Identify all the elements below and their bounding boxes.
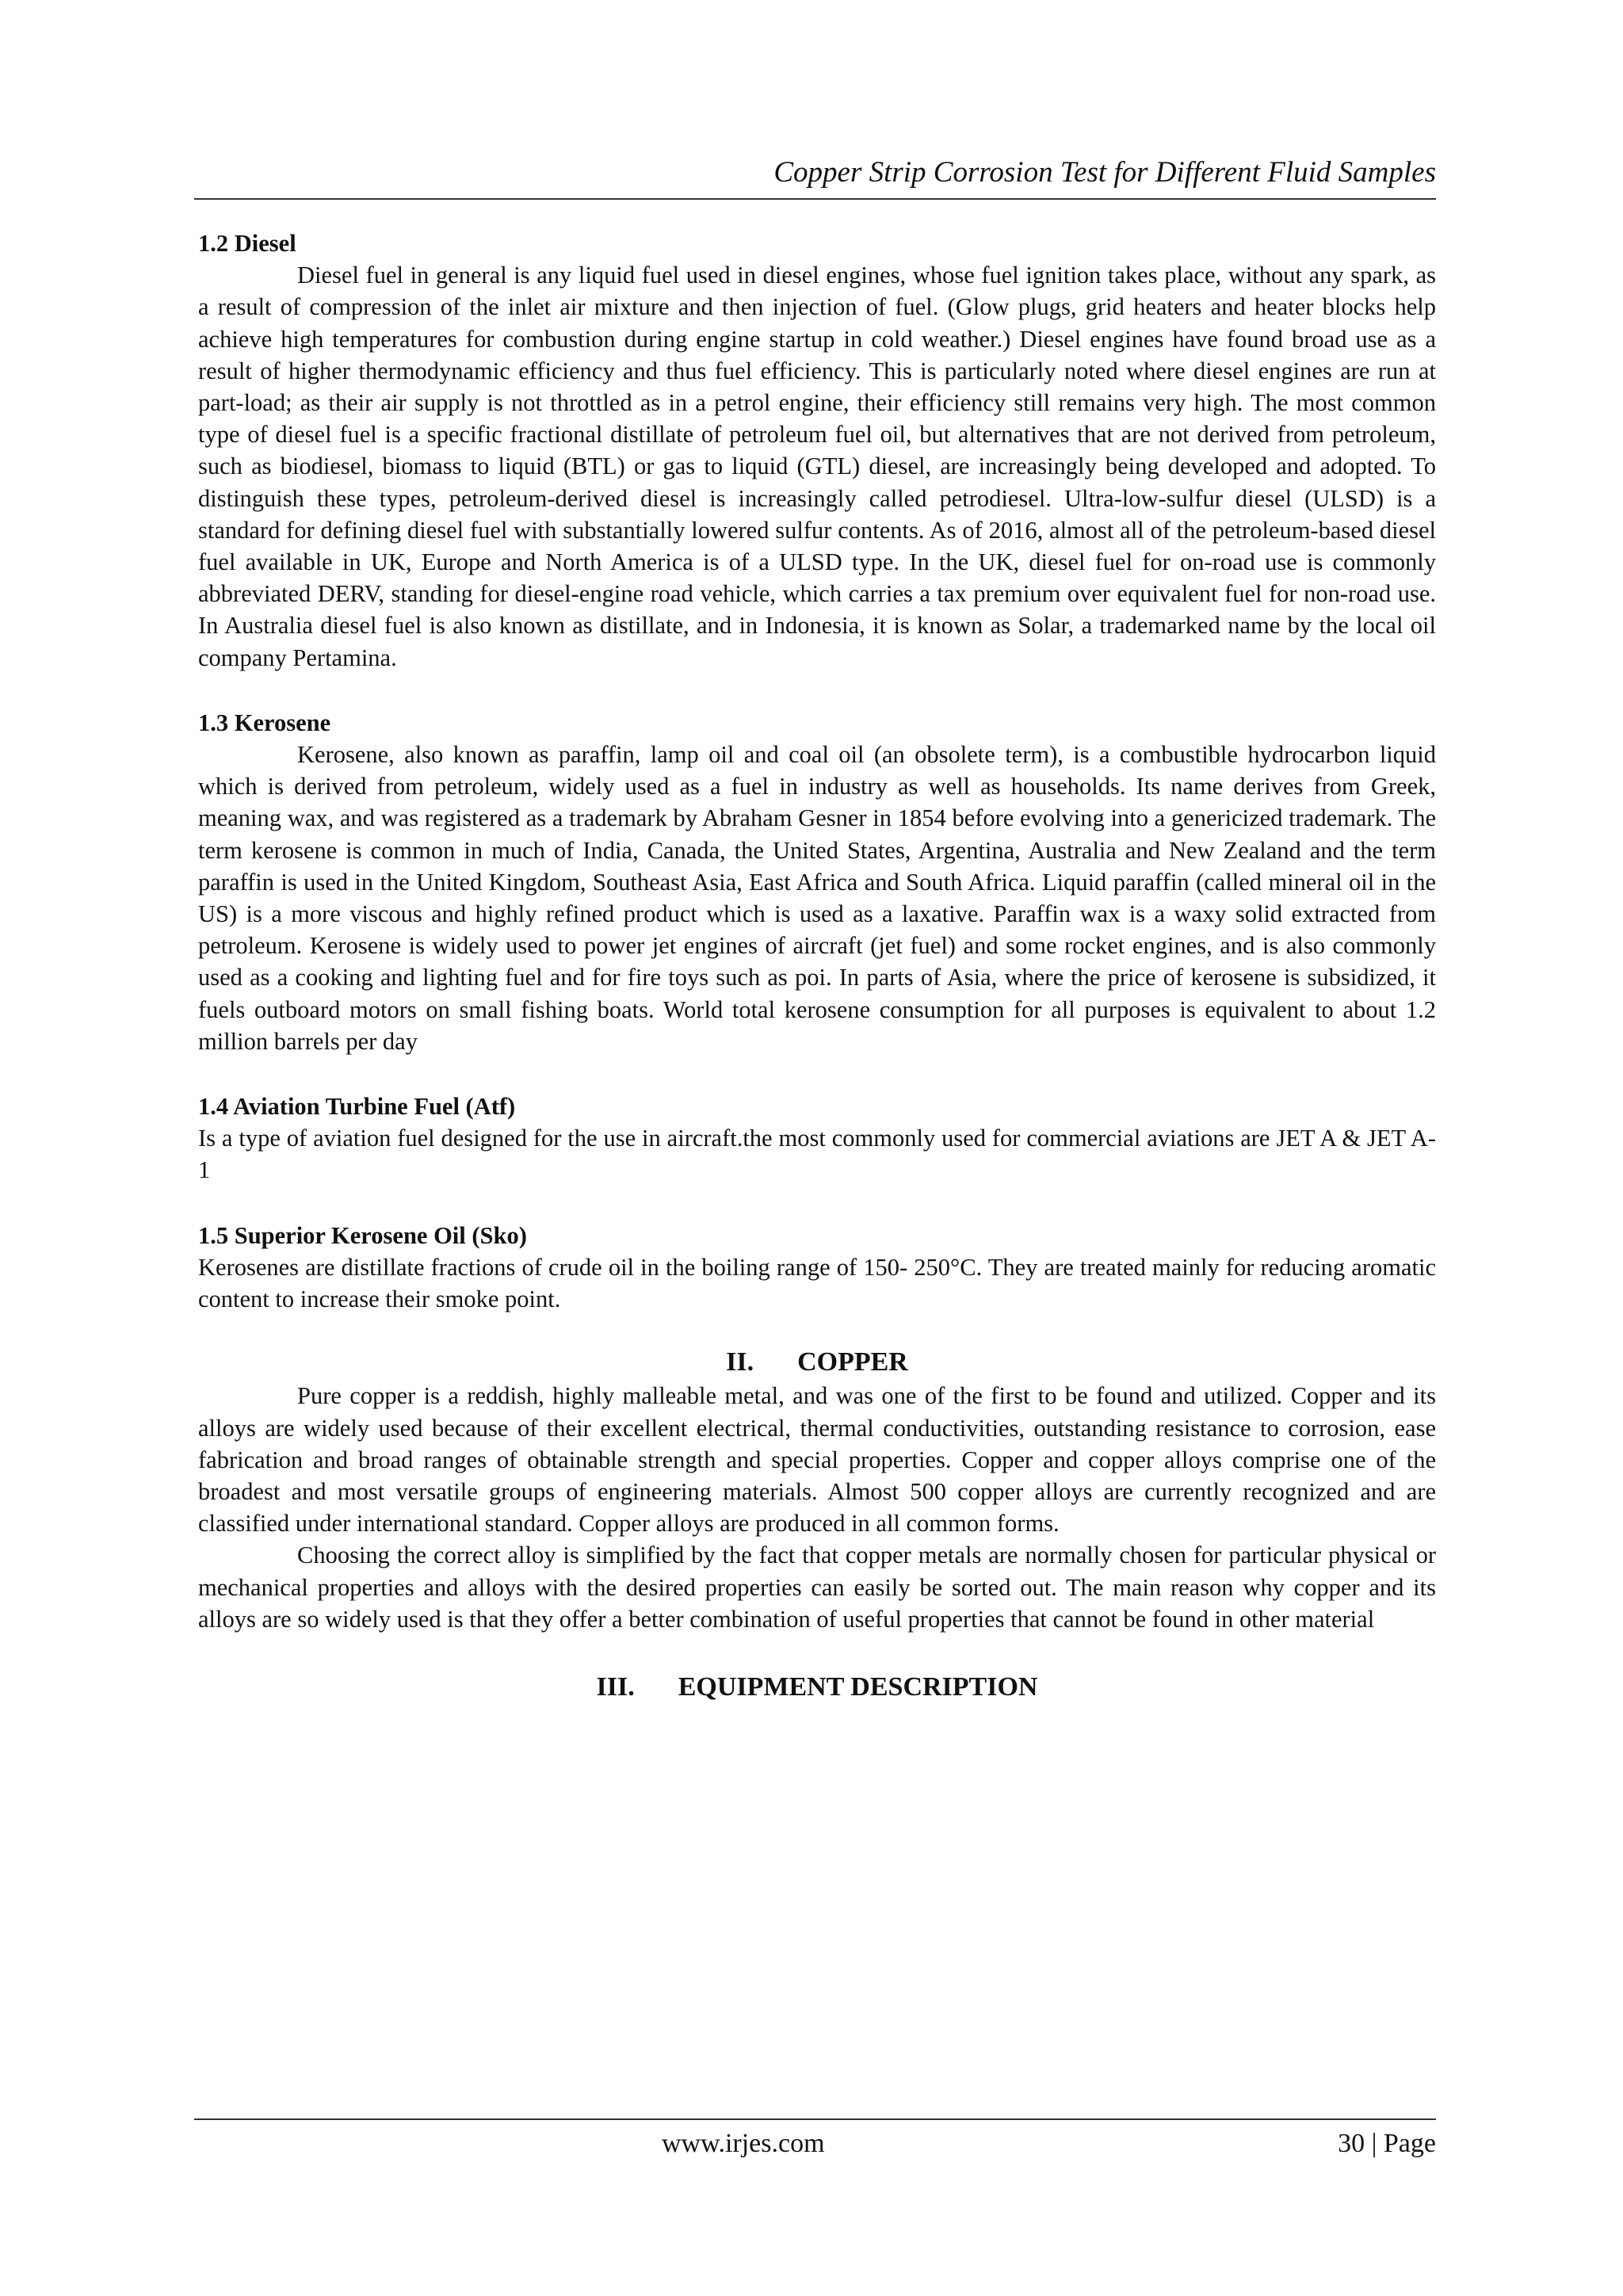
spacer: [198, 1635, 1436, 1670]
paragraph-copper-1: Pure copper is a reddish, highly malleable metal, and was one of the first to be found and utilized. Copper and its alloys are widely used because of their excellent electrical, thermal conductivities, outstanding resistance to corrosion, ease fabrication and broad ranges of obtainable strength and special properties. Copper and copper alloys comprise one of the broadest and most versatile groups of engineering materials. Almost 500 copper alloys are currently recognized and are classified under international standard. Copper alloys are produced in all common forms.: [198, 1382, 1436, 1538]
spacer: [198, 1057, 1436, 1091]
paragraph-kerosene: Kerosene, also known as paraffin, lamp oil and coal oil (an obsolete term), is a combustible hydrocarbon liquid which is derived from petroleum, widely used as a fuel in industry as well as households. Its name derives from Greek, meaning wax, and was registered as a trademark by Abraham Gesner in 1854 before evolving into a genericized trademark. The term kerosene is common in much of India, Canada, the United States, Argentina, Australia and New Zealand and the term paraffin is used in the United Kingdom, Southeast Asia, East Africa and South Africa. Liquid paraffin (called mineral oil in the US) is a more viscous and highly refined product which is used as a laxative. Paraffin wax is a waxy solid extracted from petroleum. Kerosene is widely used to power jet engines of aircraft (jet fuel) and some rocket engines, and is also commonly used as a cooking and lighting fuel and for fire toys such as poi. In parts of Asia, where the price of kerosene is subsidized, it fuels outboard motors on small fishing boats. World total kerosene consumption for all purposes is equivalent to about 1.2 million barrels per day: [198, 741, 1436, 1055]
section-atf: [198, 1091, 1436, 1186]
major-heading-copper: [198, 1345, 1436, 1380]
footer-rule: [194, 2118, 1436, 2120]
major-heading-title: COPPER: [797, 1347, 908, 1377]
running-header: Copper Strip Corrosion Test for Different Fluid Samples: [773, 156, 1436, 189]
major-heading-title: EQUIPMENT DESCRIPTION: [678, 1671, 1038, 1702]
major-heading-equipment: [198, 1670, 1436, 1705]
section-sko: [198, 1220, 1436, 1316]
spacer: [198, 1315, 1436, 1345]
spacer: [198, 1186, 1436, 1220]
major-heading-number: III.: [596, 1671, 635, 1702]
major-heading-number: II.: [726, 1347, 754, 1377]
section-copper: [198, 1345, 1436, 1635]
footer-url: www.irjes.com: [662, 2129, 825, 2158]
spacer: [198, 674, 1436, 707]
paragraph-copper-2: Choosing the correct alloy is simplified by the fact that copper metals are normally chosen for particular physical or mechanical properties and alloys with the desired properties can easily be sorted out. The main reason why copper and its alloys are so widely used is that they offer a better combination of useful properties that cannot be found in other material: [198, 1541, 1436, 1633]
header-rule: [194, 198, 1436, 200]
section-equipment: [198, 1670, 1436, 1705]
paragraph-sko: Kerosenes are distillate fractions of crude oil in the boiling range of 150- 250°C. They are treated mainly for reducing aromatic content to increase their smoke point.: [198, 1253, 1436, 1313]
section-diesel: [198, 227, 1436, 674]
section-heading-sko: 1.5 Superior Kerosene Oil (Sko): [198, 1221, 527, 1249]
paragraph-diesel: Diesel fuel in general is any liquid fuel used in diesel engines, whose fuel ignition takes place, without any spark, as a result of compression of the inlet air mixture and then injection of fuel. (Glow plugs, grid heaters and heater blocks help achieve high temperatures for combustion during engine startup in cold weather.) Diesel engines have found broad use as a result of higher thermodynamic efficiency and thus fuel efficiency. This is particularly noted where diesel engines are run at part-load; as their air supply is not throttled as in a petrol engine, their efficiency still remains very high. The most common type of diesel fuel is a specific fractional distillate of petroleum fuel oil, but alternatives that are not derived from petroleum, such as biodiesel, biomass to liquid (BTL) or gas to liquid (GTL) diesel, are increasingly being developed and adopted. To distinguish these types, petroleum-derived diesel is increasingly called petrodiesel. Ultra-low-sulfur diesel (ULSD) is a standard for defining diesel fuel with substantially lowered sulfur contents. As of 2016, almost all of the petroleum-based diesel fuel available in UK, Europe and North America is of a ULSD type. In the UK, diesel fuel for on-road use is commonly abbreviated DERV, standing for diesel-engine road vehicle, which carries a tax premium over equivalent fuel for non-road use. In Australia diesel fuel is also known as distillate, and in Indonesia, it is known as Solar, a trademarked name by the local oil company Pertamina.: [198, 262, 1436, 671]
section-heading-kerosene: 1.3 Kerosene: [198, 709, 331, 736]
footer-page-number: 30 | Page: [1338, 2129, 1436, 2158]
section-heading-atf: 1.4 Aviation Turbine Fuel (Atf): [198, 1093, 516, 1121]
section-heading-diesel: 1.2 Diesel: [198, 230, 296, 257]
page-content: [198, 227, 1436, 1705]
section-kerosene: [198, 707, 1436, 1057]
paragraph-atf: Is a type of aviation fuel designed for the use in aircraft.the most commonly used for commercial aviations are JET A & JET A-1: [198, 1125, 1436, 1184]
